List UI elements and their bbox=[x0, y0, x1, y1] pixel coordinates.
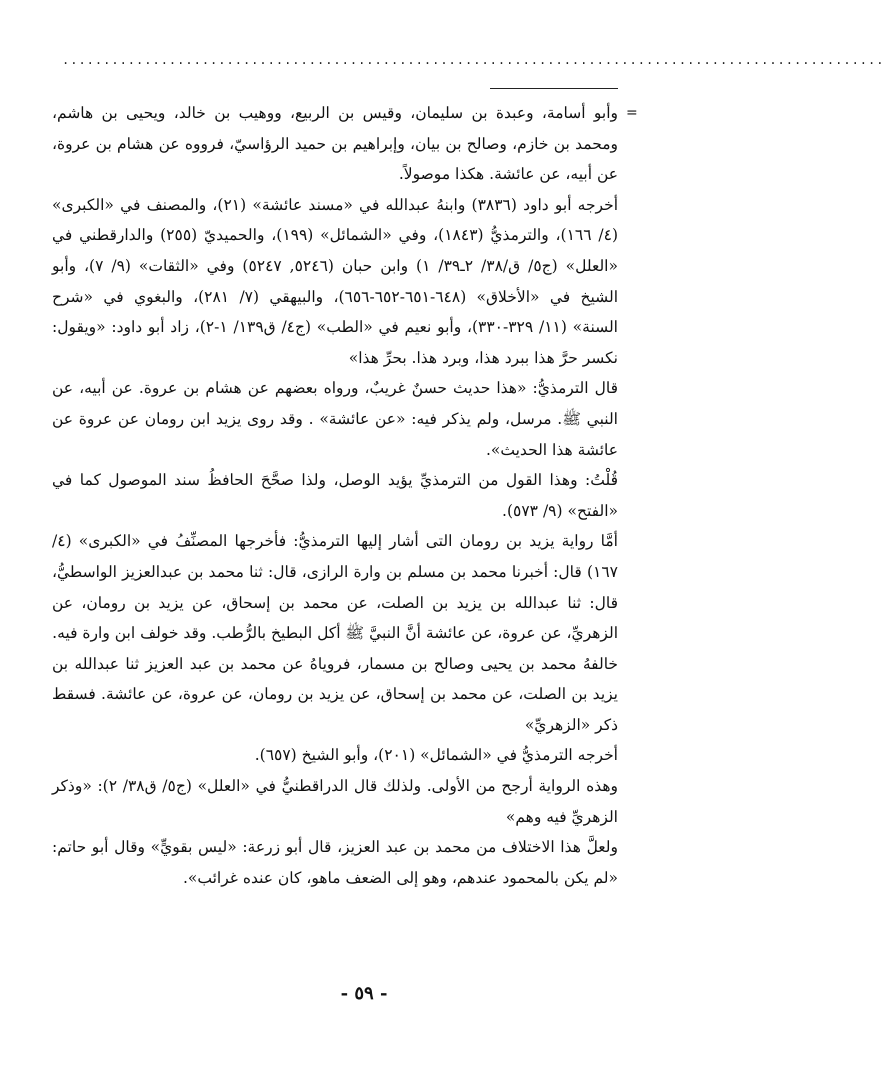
paragraph-author-comment: قُلْتُ: وهذا القول من الترمذيِّ يؤيد الوصل، ولذا صحَّحَ الحافظُ سند الموصول كما في «الفتح» (٩/ ٥٧٣). bbox=[52, 471, 618, 520]
page-number: - ٥٩ - bbox=[340, 983, 388, 1004]
continuation-mark: = bbox=[626, 105, 638, 121]
paragraph-narrators: وأبو أسامة، وعبدة بن سليمان، وقيس بن الربيع، ووهيب بن خالد، ويحيى بن هاشم، ومحمد بن خازم، وصالح بن بيان، وإبراهيم بن حميد الرؤاسيّ، فرووه عن هشام بن عروة، عن أبيه، عن عائشة. هكذا موصولاً. bbox=[52, 104, 618, 184]
header-rule bbox=[490, 88, 618, 89]
paragraph-conclusion: ولعلَّ هذا الاختلاف من محمد بن عبد العزيز، قال أبو زرعة: «ليس بقويٍّ» وقال أبو حاتم: «لم يكن بالمحمود عندهم، وهو إلى الضعف ماهو، كان عنده غرائب». bbox=[52, 838, 618, 887]
paragraph-tirmidhi-quote: قال الترمذيُّ: «هذا حديث حسنٌ غريبٌ، ورواه بعضهم عن هشام بن عروة. عن أبيه، عن النبي ﷺ. مرسل، ولم يذكر فيه: «عن عائشة» . وقد روى يزيد ابن رومان عن عروة عن عائشة هذا الحديث». bbox=[52, 379, 618, 459]
paragraph-takhrij: أخرجه أبو داود (٣٨٣٦) وابنهُ عبدالله في «مسند عائشة» (٢١)، والمصنف في «الكبرى» (٤/ ١٦٦)، والترمذيُّ (١٨٤٣)، وفي «الشمائل» (١٩٩)، والحميديّ (٢٥٥) والدارقطني في «العلل» (ج٥/ ق/٣٨/ ٢ـ٣٩/ ١) وابن حبان (٥٢٤٦, ٥٢٤٧) وفي «الثقات» (٩/ ٧)، وأبو الشيخ في «الأخلاق» (٦٤٨-٦٥١-٦٥٢-٦٥٦)، والبيهقي (٧/ ٢٨١)، والبغوي في «شرح السنة» (١١/ ٣٢٩-٣٣٠)، وأبو نعيم في «الطب» (ج٤/ ق١٣٩/ ١-٢)، زاد أبو داود: «ويقول: نكسر حرَّ هذا ببرد هذا، وبرد هذا. بحرِّ هذا» bbox=[52, 195, 619, 367]
paragraph-preference: وهذه الرواية أرجح من الأولى. ولذلك قال الدراقطنيُّ في «العلل» (ج٥/ ق٣٨/ ٢): «وذكر الزهريِّ فيه وهم» bbox=[52, 777, 618, 826]
footnote-text-block bbox=[52, 98, 618, 893]
paragraph-yazid-narration: أمَّا رواية يزيد بن رومان التى أشار إليها الترمذيُّ: فأخرجها المصنِّفُ في «الكبرى» (٤/ ١٦٧) قال: أخبرنا محمد بن مسلم بن وارة الرازى، قال: ثنا محمد بن عبدالعزيز الواسطيُّ، قال: ثنا عبدالله بن يزيد بن الصلت، عن محمد بن إسحاق، عن يزيد بن رومان، عن الزهريِّ، عن عروة، عن عائشة أنَّ النبيَّ ﷺ أكل البطيخ بالرُّطب. وقد خولف ابن وارة فيه. bbox=[52, 532, 618, 643]
header-dotted-line: .................................................................................................... bbox=[62, 53, 884, 67]
paragraph-shamail: أخرجه الترمذيُّ في «الشمائل» (٢٠١)، وأبو الشيخ (٦٥٧). bbox=[254, 746, 618, 765]
paragraph-contradiction: خالفهُ محمد بن يحيى وصالح بن مسمار، فروياهُ عن محمد بن عبد العزيز ثنا عبدالله بن يزيد بن الصلت، عن محمد بن إسحاق، عن يزيد بن رومان، عن عروة، عن عائشة. فسقط ذكر «الزهريِّ» bbox=[52, 654, 618, 734]
